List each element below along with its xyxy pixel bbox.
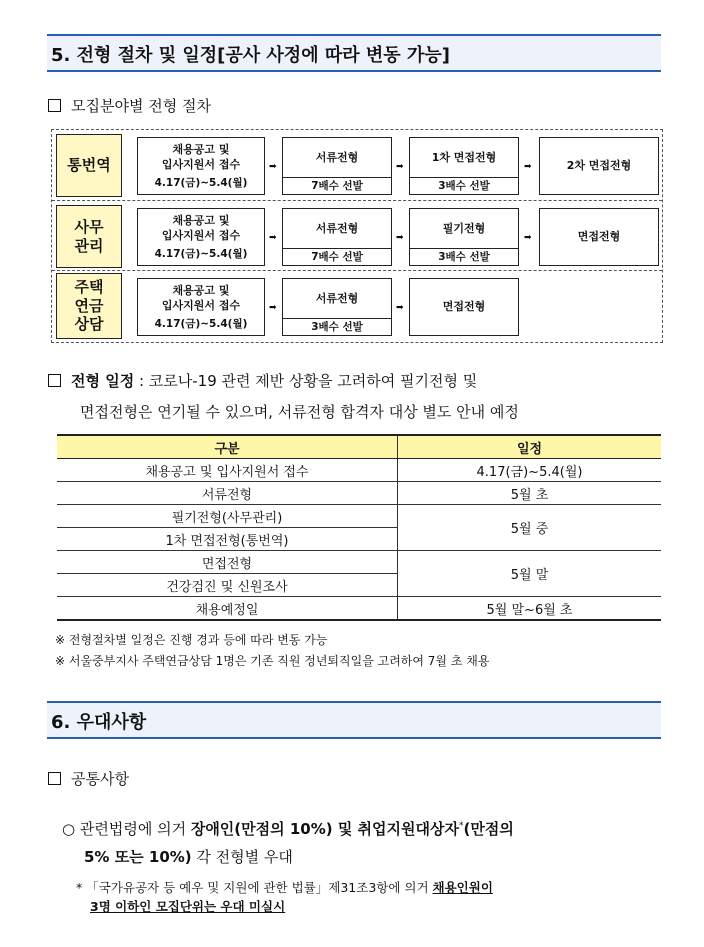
arrow-right-icon: ➡ <box>524 162 532 172</box>
table-row: 채용예정일 5월 말~6월 초 <box>57 597 661 621</box>
section-5-header <box>47 34 661 72</box>
step-interview: 면접전형 <box>409 278 519 336</box>
footnote: * 「국가유공자 등 예우 및 지원에 관한 법률」제31조3항에 의거 채용인원이 <box>76 880 493 895</box>
arrow-right-icon: ➡ <box>269 162 277 172</box>
table-row: 채용공고 및 입사지원서 접수 4.17(금)~5.4(월) <box>57 459 661 482</box>
step-interview-2: 2차 면접전형 <box>539 137 659 195</box>
step-application: 채용공고 및 입사지원서 접수 4.17(금)~5.4(월) <box>137 278 265 336</box>
arrow-right-icon: ➡ <box>269 303 277 313</box>
schedule-paragraph <box>48 370 477 391</box>
step-document: 서류전형 3배수 선발 <box>282 278 392 336</box>
preference-bullet-line2: 5% 또는 10%) 각 전형별 우대 <box>84 848 293 866</box>
process-heading: 모집분야별 전형 절차 <box>48 95 211 116</box>
section-5-title: 5. 전형 절차 및 일정[공사 사정에 따라 변동 가능] <box>51 45 450 66</box>
table-header-row <box>57 435 661 459</box>
square-bullet-icon <box>48 772 61 785</box>
column-header: 일정 <box>398 435 662 459</box>
square-bullet-icon <box>48 99 61 112</box>
step-document: 서류전형 7배수 선발 <box>282 137 392 195</box>
column-header: 구분 <box>57 435 398 459</box>
process-row-pension <box>52 270 662 343</box>
square-bullet-icon <box>48 374 61 387</box>
process-diagram <box>51 129 663 343</box>
schedule-note: ※ 전형절차별 일정은 진행 경과 등에 따라 변동 가능 <box>55 633 328 647</box>
step-written-test: 필기전형 3배수 선발 <box>409 208 519 266</box>
step-application: 채용공고 및 입사지원서 접수 4.17(금)~5.4(월) <box>137 208 265 266</box>
table-row: 1차 면접전형(통번역) <box>57 528 661 551</box>
footnote-line2: 3명 이하인 모집단위는 우대 미실시 <box>90 899 286 914</box>
arrow-right-icon: ➡ <box>269 233 277 243</box>
row-label: 주택 연금 상담 <box>56 273 122 339</box>
preference-bullet: ○ 관련법령에 의거 장애인(만점의 10%) 및 취업지원대상자*(만점의 <box>62 820 514 838</box>
common-heading: 공통사항 <box>48 768 129 789</box>
step-document: 서류전형 7배수 선발 <box>282 208 392 266</box>
schedule-note: ※ 서울중부지사 주택연금상담 1명은 기존 직원 정년퇴직일을 고려하여 7월 초 채용 <box>55 654 490 668</box>
row-label: 사무 관리 <box>56 205 122 268</box>
section-6-header <box>47 701 661 739</box>
schedule-table <box>57 434 661 621</box>
arrow-right-icon: ➡ <box>396 162 404 172</box>
section-6-title: 6. 우대사항 <box>51 712 147 733</box>
schedule-desc-1: : 코로나-19 관련 제반 상황을 고려하여 필기전형 및 <box>134 372 478 390</box>
row-label: 통번역 <box>56 134 122 197</box>
table-row: 면접전형 5월 말 <box>57 551 661 574</box>
arrow-right-icon: ➡ <box>524 233 532 243</box>
arrow-right-icon: ➡ <box>396 233 404 243</box>
process-row-admin <box>52 200 662 271</box>
step-interview: 면접전형 <box>539 208 659 266</box>
table-row: 필기전형(사무관리) 5월 중 <box>57 505 661 528</box>
schedule-heading: 전형 일정 <box>71 372 135 390</box>
arrow-right-icon: ➡ <box>396 303 404 313</box>
schedule-desc-2: 면접전형은 연기될 수 있으며, 서류전형 합격자 대상 별도 안내 예정 <box>80 403 519 421</box>
table-row: 서류전형 5월 초 <box>57 482 661 505</box>
step-application: 채용공고 및 입사지원서 접수 4.17(금)~5.4(월) <box>137 137 265 195</box>
process-row-interpretation <box>52 130 662 200</box>
table-row: 건강검진 및 신원조사 <box>57 574 661 597</box>
step-interview-1: 1차 면접전형 3배수 선발 <box>409 137 519 195</box>
